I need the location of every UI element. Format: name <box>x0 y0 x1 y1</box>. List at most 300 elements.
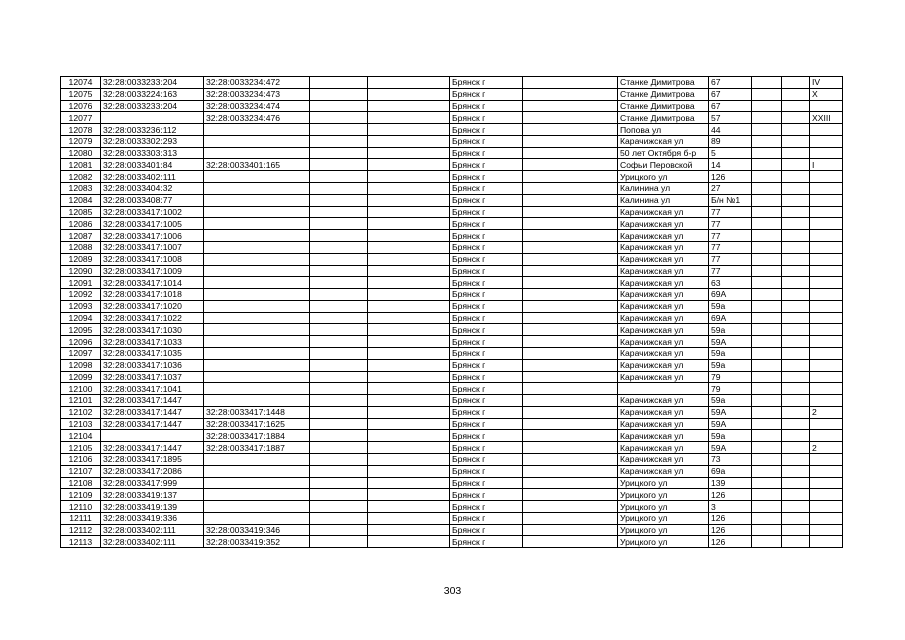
cell-col-7 <box>523 241 618 253</box>
cell-col-7 <box>523 194 618 206</box>
cell-col-7 <box>523 124 618 136</box>
cell-unit-number <box>810 312 843 324</box>
cell-house-number: 59А <box>709 336 752 348</box>
cell-col-4 <box>310 277 368 289</box>
cell-unit-number <box>810 489 843 501</box>
cell-col-11 <box>782 512 810 524</box>
cell-row-number: 12104 <box>61 430 101 442</box>
cell-col-5 <box>368 124 450 136</box>
cell-street: Карачижская ул <box>618 277 709 289</box>
cell-linked-cadastral-number <box>204 241 310 253</box>
cell-col-4 <box>310 171 368 183</box>
cell-house-number: 67 <box>709 100 752 112</box>
cell-city: Брянск г <box>450 383 523 395</box>
cell-col-11 <box>782 383 810 395</box>
cell-col-7 <box>523 230 618 242</box>
cell-cadastral-number: 32:28:0033417:1030 <box>101 324 204 336</box>
cell-col-11 <box>782 406 810 418</box>
cell-cadastral-number: 32:28:0033419:137 <box>101 489 204 501</box>
cell-col-4 <box>310 147 368 159</box>
cell-col-4 <box>310 230 368 242</box>
cell-unit-number <box>810 324 843 336</box>
cell-col-11 <box>782 230 810 242</box>
cell-city: Брянск г <box>450 100 523 112</box>
cell-col-4 <box>310 159 368 171</box>
cell-linked-cadastral-number <box>204 477 310 489</box>
cell-street: Карачижская ул <box>618 371 709 383</box>
cell-unit-number <box>810 241 843 253</box>
cell-col-4 <box>310 112 368 124</box>
cell-col-11 <box>782 312 810 324</box>
cell-col-11 <box>782 371 810 383</box>
table-row <box>61 194 843 206</box>
cell-street: Калинина ул <box>618 183 709 195</box>
cell-col-7 <box>523 347 618 359</box>
cell-cadastral-number: 32:28:0033417:1447 <box>101 395 204 407</box>
cell-house-number: 77 <box>709 206 752 218</box>
cell-cadastral-number: 32:28:0033417:1009 <box>101 265 204 277</box>
cell-col-4 <box>310 218 368 230</box>
cell-unit-number <box>810 501 843 513</box>
cell-col-10 <box>752 171 782 183</box>
cell-house-number: 59А <box>709 406 752 418</box>
table-row <box>61 395 843 407</box>
cell-col-5 <box>368 171 450 183</box>
cell-row-number: 12087 <box>61 230 101 242</box>
cell-col-7 <box>523 465 618 477</box>
cell-col-7 <box>523 171 618 183</box>
cell-col-5 <box>368 135 450 147</box>
cell-col-7 <box>523 536 618 548</box>
cell-street: Урицкого ул <box>618 501 709 513</box>
cell-house-number: 126 <box>709 489 752 501</box>
cell-col-11 <box>782 454 810 466</box>
cell-street: Попова ул <box>618 124 709 136</box>
cell-col-4 <box>310 465 368 477</box>
cell-city: Брянск г <box>450 230 523 242</box>
table-row <box>61 159 843 171</box>
cell-house-number: 44 <box>709 124 752 136</box>
cell-linked-cadastral-number: 32:28:0033234:476 <box>204 112 310 124</box>
table-row <box>61 241 843 253</box>
cell-col-4 <box>310 324 368 336</box>
cell-col-5 <box>368 147 450 159</box>
cell-linked-cadastral-number <box>204 300 310 312</box>
cell-linked-cadastral-number: 32:28:0033419:346 <box>204 524 310 536</box>
cell-unit-number <box>810 218 843 230</box>
cell-house-number: 59А <box>709 418 752 430</box>
cell-house-number: 77 <box>709 230 752 242</box>
cell-linked-cadastral-number <box>204 454 310 466</box>
cell-house-number: 59а <box>709 430 752 442</box>
cell-col-10 <box>752 454 782 466</box>
cell-col-4 <box>310 265 368 277</box>
cell-street: Карачижская ул <box>618 465 709 477</box>
cell-col-7 <box>523 383 618 395</box>
cell-linked-cadastral-number <box>204 171 310 183</box>
cell-street: Карачижская ул <box>618 418 709 430</box>
cell-unit-number <box>810 359 843 371</box>
cell-col-4 <box>310 371 368 383</box>
cell-col-11 <box>782 501 810 513</box>
cell-col-5 <box>368 465 450 477</box>
cell-col-4 <box>310 442 368 454</box>
cell-house-number: 79 <box>709 383 752 395</box>
cell-col-7 <box>523 77 618 89</box>
cell-linked-cadastral-number <box>204 324 310 336</box>
cell-col-5 <box>368 265 450 277</box>
cell-col-10 <box>752 465 782 477</box>
cell-city: Брянск г <box>450 418 523 430</box>
table-row <box>61 359 843 371</box>
cell-col-7 <box>523 253 618 265</box>
cell-city: Брянск г <box>450 371 523 383</box>
cell-col-5 <box>368 159 450 171</box>
cell-col-5 <box>368 359 450 371</box>
cell-street: Карачижская ул <box>618 312 709 324</box>
cell-street: Карачижская ул <box>618 300 709 312</box>
cell-cadastral-number: 32:28:0033417:1036 <box>101 359 204 371</box>
cell-street: Урицкого ул <box>618 489 709 501</box>
table-row <box>61 465 843 477</box>
cell-col-4 <box>310 241 368 253</box>
cell-col-10 <box>752 477 782 489</box>
cell-row-number: 12088 <box>61 241 101 253</box>
cell-unit-number <box>810 183 843 195</box>
cell-linked-cadastral-number <box>204 124 310 136</box>
cell-house-number: Б/н №1 <box>709 194 752 206</box>
cell-row-number: 12100 <box>61 383 101 395</box>
cell-cadastral-number: 32:28:0033402:111 <box>101 536 204 548</box>
cell-street: Карачижская ул <box>618 289 709 301</box>
cell-col-5 <box>368 336 450 348</box>
cell-col-11 <box>782 218 810 230</box>
cell-cadastral-number: 32:28:0033417:1002 <box>101 206 204 218</box>
cell-col-4 <box>310 430 368 442</box>
cell-house-number: 89 <box>709 135 752 147</box>
cell-house-number: 126 <box>709 524 752 536</box>
cell-city: Брянск г <box>450 206 523 218</box>
cell-row-number: 12099 <box>61 371 101 383</box>
cell-col-7 <box>523 359 618 371</box>
cell-col-5 <box>368 77 450 89</box>
table-row <box>61 347 843 359</box>
cell-city: Брянск г <box>450 359 523 371</box>
cell-row-number: 12101 <box>61 395 101 407</box>
cell-row-number: 12097 <box>61 347 101 359</box>
table-row <box>61 406 843 418</box>
table-row <box>61 112 843 124</box>
cell-row-number: 12096 <box>61 336 101 348</box>
table-row <box>61 336 843 348</box>
cell-city: Брянск г <box>450 524 523 536</box>
cell-unit-number <box>810 524 843 536</box>
cell-col-4 <box>310 88 368 100</box>
cell-cadastral-number <box>101 430 204 442</box>
cell-col-11 <box>782 206 810 218</box>
cell-col-10 <box>752 183 782 195</box>
cell-row-number: 12092 <box>61 289 101 301</box>
cell-city: Брянск г <box>450 124 523 136</box>
cell-street <box>618 383 709 395</box>
cell-col-5 <box>368 277 450 289</box>
table-row <box>61 88 843 100</box>
cell-street: Карачижская ул <box>618 359 709 371</box>
cell-col-7 <box>523 147 618 159</box>
cell-linked-cadastral-number: 32:28:0033417:1448 <box>204 406 310 418</box>
cell-cadastral-number: 32:28:0033417:1895 <box>101 454 204 466</box>
cell-col-10 <box>752 230 782 242</box>
cell-col-4 <box>310 336 368 348</box>
cell-col-7 <box>523 159 618 171</box>
registry-table-body <box>61 77 843 548</box>
cell-cadastral-number: 32:28:0033404:32 <box>101 183 204 195</box>
cell-col-7 <box>523 477 618 489</box>
cell-row-number: 12082 <box>61 171 101 183</box>
cell-col-5 <box>368 206 450 218</box>
cell-house-number: 139 <box>709 477 752 489</box>
cell-col-5 <box>368 489 450 501</box>
page-number: 303 <box>443 585 462 597</box>
cell-cadastral-number: 32:28:0033417:1035 <box>101 347 204 359</box>
cell-house-number: 126 <box>709 512 752 524</box>
table-row <box>61 289 843 301</box>
cell-house-number: 67 <box>709 77 752 89</box>
table-row <box>61 536 843 548</box>
cell-city: Брянск г <box>450 395 523 407</box>
cell-col-5 <box>368 112 450 124</box>
cell-col-11 <box>782 524 810 536</box>
cell-col-7 <box>523 336 618 348</box>
cell-col-7 <box>523 100 618 112</box>
cell-col-4 <box>310 300 368 312</box>
cell-col-4 <box>310 512 368 524</box>
cell-col-10 <box>752 347 782 359</box>
cell-linked-cadastral-number <box>204 371 310 383</box>
cell-cadastral-number: 32:28:0033303:313 <box>101 147 204 159</box>
cell-col-5 <box>368 454 450 466</box>
cell-street: Станке Димитрова <box>618 100 709 112</box>
cell-col-7 <box>523 218 618 230</box>
cell-unit-number <box>810 277 843 289</box>
cell-unit-number <box>810 171 843 183</box>
registry-table <box>60 76 843 548</box>
cell-linked-cadastral-number <box>204 218 310 230</box>
cell-street: Карачижская ул <box>618 135 709 147</box>
table-row <box>61 77 843 89</box>
cell-col-10 <box>752 147 782 159</box>
cell-col-4 <box>310 406 368 418</box>
cell-row-number: 12083 <box>61 183 101 195</box>
cell-house-number: 59а <box>709 324 752 336</box>
table-row <box>61 206 843 218</box>
cell-col-4 <box>310 77 368 89</box>
cell-city: Брянск г <box>450 430 523 442</box>
cell-city: Брянск г <box>450 253 523 265</box>
cell-street: Станке Димитрова <box>618 112 709 124</box>
cell-linked-cadastral-number <box>204 194 310 206</box>
cell-linked-cadastral-number <box>204 183 310 195</box>
cell-cadastral-number: 32:28:0033402:111 <box>101 524 204 536</box>
cell-row-number: 12102 <box>61 406 101 418</box>
cell-linked-cadastral-number: 32:28:0033234:474 <box>204 100 310 112</box>
cell-col-10 <box>752 371 782 383</box>
cell-col-7 <box>523 206 618 218</box>
cell-unit-number <box>810 147 843 159</box>
cell-col-10 <box>752 395 782 407</box>
cell-house-number: 77 <box>709 241 752 253</box>
cell-row-number: 12089 <box>61 253 101 265</box>
cell-unit-number <box>810 395 843 407</box>
cell-linked-cadastral-number <box>204 359 310 371</box>
cell-col-11 <box>782 183 810 195</box>
table-row <box>61 277 843 289</box>
cell-street: Карачижская ул <box>618 430 709 442</box>
cell-col-10 <box>752 194 782 206</box>
cell-col-4 <box>310 289 368 301</box>
cell-city: Брянск г <box>450 489 523 501</box>
cell-street: Карачижская ул <box>618 395 709 407</box>
cell-unit-number <box>810 230 843 242</box>
cell-row-number: 12078 <box>61 124 101 136</box>
cell-col-7 <box>523 454 618 466</box>
cell-col-4 <box>310 206 368 218</box>
cell-cadastral-number: 32:28:0033302:293 <box>101 135 204 147</box>
cell-col-10 <box>752 406 782 418</box>
cell-col-7 <box>523 442 618 454</box>
cell-house-number: 79 <box>709 371 752 383</box>
cell-col-5 <box>368 218 450 230</box>
cell-col-11 <box>782 489 810 501</box>
cell-linked-cadastral-number: 32:28:0033417:1625 <box>204 418 310 430</box>
cell-city: Брянск г <box>450 406 523 418</box>
cell-row-number: 12093 <box>61 300 101 312</box>
table-row <box>61 454 843 466</box>
cell-row-number: 12111 <box>61 512 101 524</box>
cell-unit-number <box>810 477 843 489</box>
table-row <box>61 383 843 395</box>
cell-linked-cadastral-number: 32:28:0033234:472 <box>204 77 310 89</box>
cell-unit-number: 2 <box>810 406 843 418</box>
cell-city: Брянск г <box>450 277 523 289</box>
cell-row-number: 12091 <box>61 277 101 289</box>
cell-col-7 <box>523 289 618 301</box>
cell-col-11 <box>782 147 810 159</box>
cell-col-5 <box>368 88 450 100</box>
cell-row-number: 12109 <box>61 489 101 501</box>
cell-col-5 <box>368 194 450 206</box>
cell-col-11 <box>782 277 810 289</box>
cell-row-number: 12113 <box>61 536 101 548</box>
cell-col-5 <box>368 501 450 513</box>
cell-col-10 <box>752 430 782 442</box>
cell-col-7 <box>523 183 618 195</box>
cell-cadastral-number: 32:28:0033419:336 <box>101 512 204 524</box>
cell-city: Брянск г <box>450 135 523 147</box>
cell-house-number: 59а <box>709 359 752 371</box>
cell-street: Карачижская ул <box>618 253 709 265</box>
cell-cadastral-number: 32:28:0033417:1014 <box>101 277 204 289</box>
cell-house-number: 77 <box>709 265 752 277</box>
cell-col-11 <box>782 347 810 359</box>
cell-unit-number <box>810 300 843 312</box>
cell-cadastral-number: 32:28:0033224:163 <box>101 88 204 100</box>
cell-col-11 <box>782 88 810 100</box>
cell-street: Карачижская ул <box>618 206 709 218</box>
cell-col-10 <box>752 289 782 301</box>
cell-city: Брянск г <box>450 512 523 524</box>
table-row <box>61 124 843 136</box>
cell-cadastral-number: 32:28:0033417:1005 <box>101 218 204 230</box>
cell-col-4 <box>310 524 368 536</box>
cell-col-11 <box>782 336 810 348</box>
cell-col-11 <box>782 289 810 301</box>
cell-city: Брянск г <box>450 159 523 171</box>
cell-col-11 <box>782 159 810 171</box>
cell-row-number: 12086 <box>61 218 101 230</box>
cell-row-number: 12110 <box>61 501 101 513</box>
cell-row-number: 12105 <box>61 442 101 454</box>
cell-col-10 <box>752 206 782 218</box>
cell-col-7 <box>523 265 618 277</box>
cell-row-number: 12095 <box>61 324 101 336</box>
table-row <box>61 253 843 265</box>
cell-col-11 <box>782 536 810 548</box>
cell-cadastral-number: 32:28:0033236:112 <box>101 124 204 136</box>
cell-street: Станке Димитрова <box>618 77 709 89</box>
cell-street: Карачижская ул <box>618 265 709 277</box>
cell-cadastral-number: 32:28:0033401:84 <box>101 159 204 171</box>
cell-col-10 <box>752 324 782 336</box>
cell-unit-number <box>810 430 843 442</box>
cell-unit-number <box>810 253 843 265</box>
cell-col-7 <box>523 524 618 536</box>
cell-col-5 <box>368 300 450 312</box>
cell-col-10 <box>752 241 782 253</box>
cell-col-10 <box>752 159 782 171</box>
cell-col-4 <box>310 100 368 112</box>
cell-house-number: 69А <box>709 289 752 301</box>
cell-linked-cadastral-number <box>204 135 310 147</box>
cell-col-7 <box>523 300 618 312</box>
cell-col-11 <box>782 77 810 89</box>
cell-col-10 <box>752 77 782 89</box>
cell-cadastral-number: 32:28:0033417:1007 <box>101 241 204 253</box>
cell-row-number: 12074 <box>61 77 101 89</box>
cell-linked-cadastral-number <box>204 265 310 277</box>
table-row <box>61 524 843 536</box>
cell-col-11 <box>782 477 810 489</box>
cell-col-10 <box>752 442 782 454</box>
cell-cadastral-number: 32:28:0033417:1447 <box>101 406 204 418</box>
cell-street: Урицкого ул <box>618 171 709 183</box>
cell-col-7 <box>523 88 618 100</box>
cell-unit-number <box>810 536 843 548</box>
cell-house-number: 59А <box>709 442 752 454</box>
cell-col-4 <box>310 124 368 136</box>
cell-linked-cadastral-number <box>204 253 310 265</box>
cell-col-4 <box>310 183 368 195</box>
cell-row-number: 12085 <box>61 206 101 218</box>
cell-house-number: 67 <box>709 88 752 100</box>
cell-house-number: 77 <box>709 218 752 230</box>
cell-row-number: 12090 <box>61 265 101 277</box>
cell-col-7 <box>523 418 618 430</box>
cell-house-number: 5 <box>709 147 752 159</box>
cell-col-11 <box>782 418 810 430</box>
cell-col-5 <box>368 406 450 418</box>
cell-col-10 <box>752 336 782 348</box>
